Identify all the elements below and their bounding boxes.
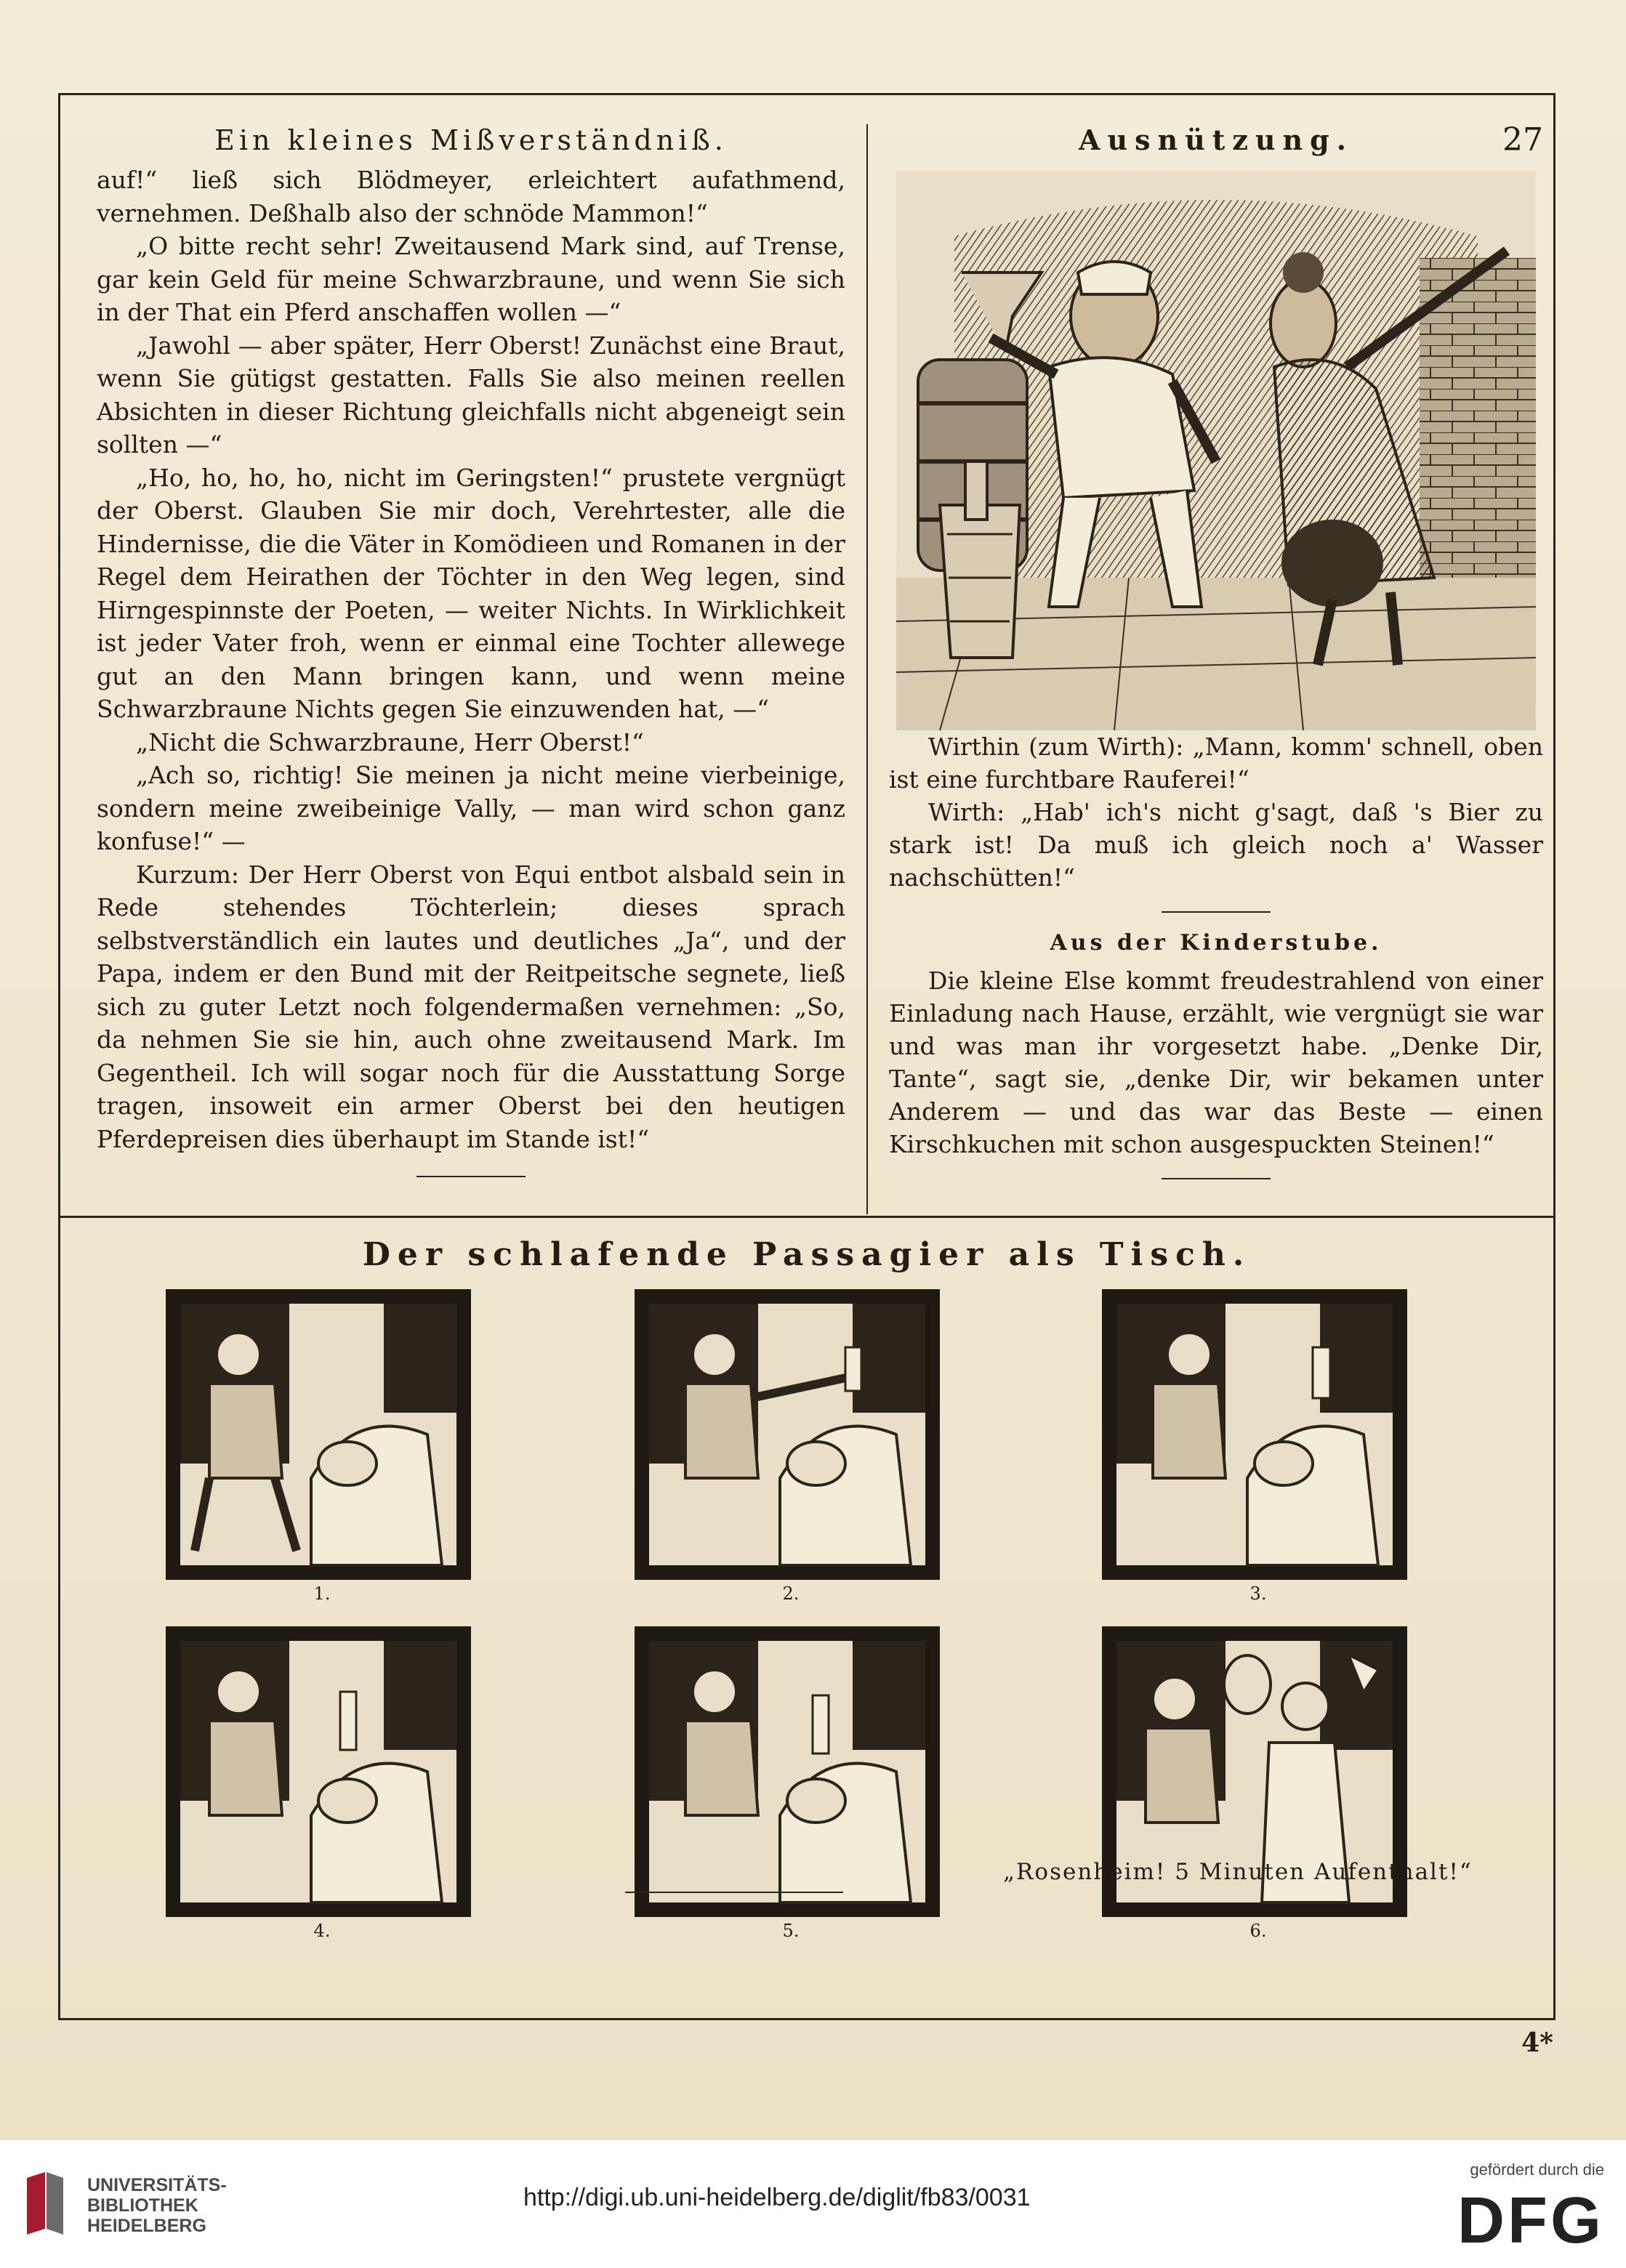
comic-panel-number: 6.	[1249, 1921, 1267, 1941]
comic-panel-number: 3.	[1249, 1583, 1267, 1604]
comic-panel-number: 1.	[313, 1583, 331, 1604]
anecdote-paragraph: Die kleine Else kommt freudestrahlend von einer Einladung nach Hause, erzählt, wie vergnügt sie war und was man ihr vorgesetzt habe. „Denke Dir, Tante“, sagt sie, „denke Dir, wir bekamen unter Anderem — und das war das Beste — einen Kirschkuchen mit schon ausgespuckten Steinen!“	[889, 966, 1543, 1158]
illustration-caption	[889, 730, 1543, 894]
library-name-line: BIBLIOTHEK	[87, 2195, 198, 2216]
story-paragraph: „Jawohl — aber später, Herr Oberst! Zunächst eine Braut, wenn Sie gütigst gestatten. Falls Sie also meinen reellen Absichten in dieser Richtung gleichfalls nicht abgeneigt sein sollten —“	[97, 331, 845, 459]
story-paragraph: auf!“ ließ sich Blödmeyer, erleichtert aufathmend, vernehmen. Deßhalb also der schnöde Mammon!“	[97, 166, 845, 227]
story-paragraph: „Ach so, richtig! Sie meinen ja nicht meine vierbeinige, sondern meine zweibeinige Vally, — man wird schon ganz konfuse!“ —	[97, 761, 845, 855]
comic-panel-4	[166, 1626, 471, 1917]
story-text	[97, 164, 845, 1155]
section-divider	[60, 1216, 1553, 1218]
story-paragraph: „Ho, ho, ho, ho, nicht im Geringsten!“ prustete vergnügt der Oberst. Glauben Sie mir doch, Verehrtester, alle die Hindernisse, die die Väter in Komödieen und Romanen in der Regel dem Heirathen der Töchter in den Weg legen, sind Hirngespinnste der Poeten, — weiter Nichts. In Wirklichkeit ist jeder Vater froh, wenn er einmal eine Tochter allewege gut an den Mann bringen kann, und wenn meine Schwarzbraune Nichts gegen Sie einzuwenden hat, —“	[97, 463, 845, 723]
right-column	[889, 117, 1543, 1197]
caption-line: Wirth: „Hab' ich's nicht g'sagt, daß 's Bier zu stark ist! Da muß ich gleich noch a' Wasser nachschütten!“	[889, 798, 1543, 892]
anecdote-text	[889, 964, 1543, 1161]
comic-panel-5	[635, 1626, 940, 1917]
funding-note: gefördert durch die	[1470, 2160, 1604, 2179]
library-name-line: HEIDELBERG	[87, 2216, 206, 2236]
caption-rule	[1162, 911, 1271, 913]
library-name	[87, 2175, 227, 2236]
comic-bottom-rule	[625, 1892, 843, 1893]
comic-panel-3	[1102, 1289, 1407, 1580]
cellar-illustration	[896, 171, 1536, 730]
page-frame	[58, 93, 1555, 2020]
column-divider	[866, 124, 868, 1214]
right-running-head: Ausnützung.	[1079, 124, 1353, 156]
anecdote-heading: Aus der Kinderstube.	[1050, 930, 1382, 956]
dfg-logo: DFG	[1457, 2184, 1604, 2257]
comic-panel-number: 2.	[782, 1583, 800, 1604]
page-number: 27	[1502, 121, 1543, 158]
story-paragraph: „Nicht die Schwarzbraune, Herr Oberst!“	[136, 727, 644, 756]
sheet-signature: 4*	[1521, 2027, 1553, 2058]
comic-panel-1	[166, 1289, 471, 1580]
comic-final-quote: „Rosenheim! 5 Minuten Aufenthalt!“	[1003, 1859, 1473, 1885]
left-running-head: Ein kleines Mißverständniß.	[214, 124, 728, 156]
library-logo-icon	[23, 2171, 67, 2236]
comic-panel-number: 4.	[313, 1921, 331, 1941]
library-name-line: UNIVERSITÄTS-	[87, 2175, 227, 2195]
comic-panel-2	[635, 1289, 940, 1580]
digitization-footer	[0, 2140, 1626, 2268]
permalink-url[interactable]: http://digi.ub.uni-heidelberg.de/diglit/fb83/0031	[523, 2184, 1031, 2211]
comic-panel-number: 5.	[782, 1921, 800, 1941]
comic-title: Der schlafende Passagier als Tisch.	[362, 1236, 1252, 1273]
end-rule	[416, 1176, 526, 1177]
story-paragraph: Kurzum: Der Herr Oberst von Equi entbot alsbald sein in Rede stehendes Töchterlein; dieses sprach selbstverständlich ein lautes und deutliches „Ja“, und der Papa, indem er den Bund mit der Reitpeitsche segnete, ließ sich zu guter Letzt noch folgendermaßen vernehmen: „So, da nehmen Sie sie hin, auch ohne zweitausend Mark. Im Gegentheil. Ich will sogar noch für die Ausstattung Sorge tragen, insoweit ein armer Oberst bei den heutigen Pferdepreisen dies überhaupt im Stande ist!“	[97, 860, 845, 1153]
story-paragraph: „O bitte recht sehr! Zweitausend Mark sind, auf Trense, gar kein Geld für meine Schwarzbraune, und wenn Sie sich in der That ein Pferd anschaffen wollen —“	[97, 232, 845, 326]
caption-line: Wirthin (zum Wirth): „Mann, komm' schnell, oben ist eine furchtbare Rauferei!“	[889, 733, 1543, 794]
left-column	[97, 117, 845, 1195]
anecdote-rule	[1162, 1178, 1271, 1179]
